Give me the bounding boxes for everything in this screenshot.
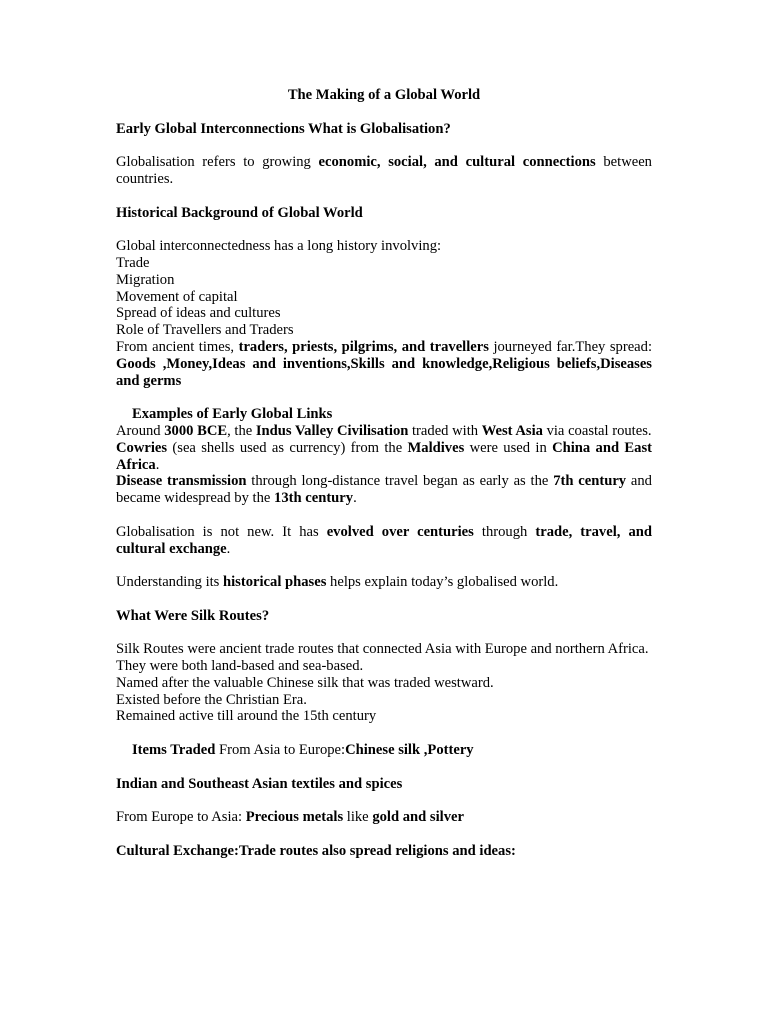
bold-run: Cowries <box>116 439 168 456</box>
heading-textiles-spices: Indian and Southeast Asian textiles and spices <box>116 775 403 792</box>
bold-run: China and East Africa <box>116 439 652 473</box>
document-body <box>116 87 652 860</box>
bold-run: Precious metals <box>245 809 344 826</box>
bold-run: 13th century <box>274 490 354 507</box>
paragraph-ancient-times <box>116 339 652 389</box>
bold-run: Chinese silk ,Pottery <box>345 742 474 759</box>
paragraph-historical-phases <box>116 574 652 591</box>
page-title: The Making of a Global World <box>287 87 481 103</box>
silk-item: Remained active till around the 15th century <box>116 708 377 725</box>
example-indus-valley <box>116 423 652 440</box>
heading-cultural-exchange: Cultural Exchange:Trade routes also spread religions and ideas: <box>116 842 516 859</box>
heading-examples: Examples of Early Global Links <box>132 406 333 423</box>
bold-run: Indus Valley Civilisation <box>255 422 409 439</box>
paragraph-not-new <box>116 524 652 558</box>
bold-run: historical phases <box>223 574 327 591</box>
bold-run: Items Traded <box>132 742 216 759</box>
example-disease <box>116 473 652 507</box>
silk-item: Named after the valuable Chinese silk that was traded westward. <box>116 674 494 691</box>
text-run: Around <box>116 422 165 439</box>
silk-item: Existed before the Christian Era. <box>116 691 307 708</box>
paragraph-globalisation-definition <box>116 154 652 188</box>
text-run: (sea shells used as currency) from the <box>167 439 408 456</box>
silk-intro: Silk Routes were ancient trade routes that connected Asia with Europe and northern Africa. <box>116 641 649 658</box>
text-run: journeyed far.They spread: <box>488 338 652 355</box>
text-run: through long-distance travel began as early as the <box>246 473 554 490</box>
bold-run: gold and silver <box>372 809 464 826</box>
text-run: Globalisation is not new. It has <box>116 523 327 540</box>
text-run: were used in <box>464 439 553 456</box>
text-run: From ancient times, <box>116 338 239 355</box>
text-run: through <box>473 523 536 540</box>
heading-silk-routes: What Were Silk Routes? <box>116 607 270 624</box>
text-run: From Asia to Europe: <box>215 742 346 759</box>
bold-run: West Asia <box>481 422 543 439</box>
silk-item: They were both land-based and sea-based. <box>116 658 364 675</box>
text-run: traded with <box>408 422 482 439</box>
text-run: like <box>343 809 373 826</box>
bold-run: trade, travel, and cultural exchange <box>116 523 652 557</box>
text-run: . <box>226 540 231 557</box>
example-cowries <box>116 440 652 474</box>
bold-run: 3000 BCE <box>164 422 228 439</box>
bold-run: 7th century <box>553 473 627 490</box>
history-item-capital: Movement of capital <box>116 288 238 305</box>
text-run: . <box>353 490 357 507</box>
text-run: and became widespread by the <box>116 473 652 507</box>
history-item-travellers: Role of Travellers and Traders <box>116 322 294 339</box>
text-run: between countries. <box>116 154 652 187</box>
text-run: Globalisation refers to growing <box>116 154 319 171</box>
history-item-trade: Trade <box>116 254 150 271</box>
heading-early-global: Early Global Interconnections What is Globalisation? <box>116 120 451 137</box>
history-item-migration: Migration <box>116 271 175 288</box>
text-run: , the <box>227 422 256 439</box>
bold-run: traders, priests, pilgrims, and travellers <box>238 338 489 355</box>
history-intro: Global interconnectedness has a long history involving: <box>116 238 442 255</box>
bold-run: Goods ,Money,Ideas and inventions,Skills and knowledge,Religious beliefs,Diseases and germs <box>116 355 652 389</box>
bold-run: Maldives <box>407 439 465 456</box>
text-run: Understanding its <box>116 574 224 591</box>
paragraph-europe-to-asia <box>116 809 652 826</box>
bold-run: evolved over centuries <box>326 523 474 540</box>
bold-run: economic, social, and cultural connections <box>318 154 596 171</box>
text-run: helps explain today’s globalised world. <box>326 574 559 591</box>
history-item-ideas: Spread of ideas and cultures <box>116 305 281 322</box>
paragraph-items-traded <box>116 742 652 759</box>
text-run: . <box>155 456 160 473</box>
bold-run: Disease transmission <box>116 473 247 490</box>
heading-historical-background: Historical Background of Global World <box>116 204 363 221</box>
text-run: via coastal routes. <box>542 422 652 439</box>
text-run: From Europe to Asia: <box>116 809 246 826</box>
